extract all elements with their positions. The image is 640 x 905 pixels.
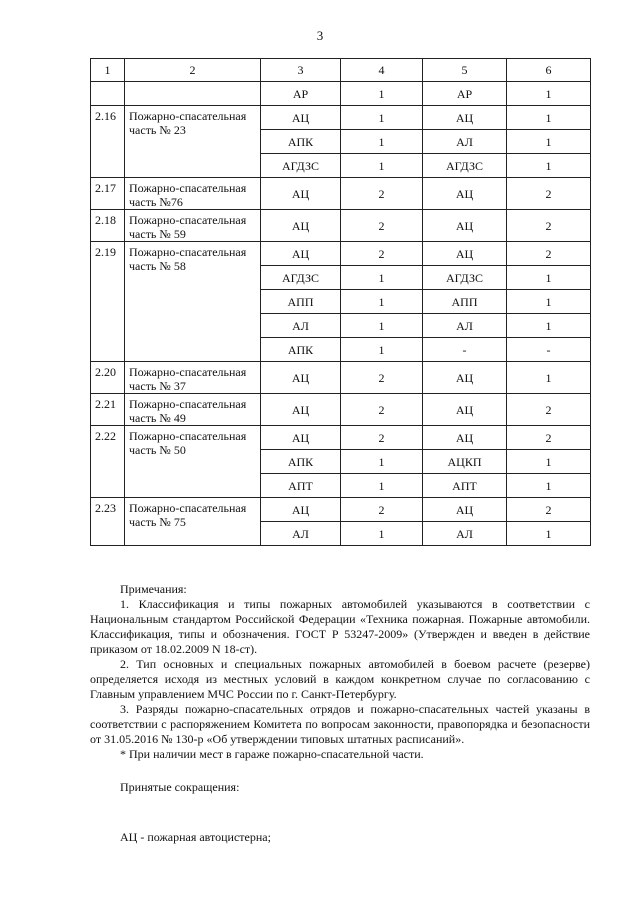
- cell-c6: 1: [507, 130, 591, 154]
- notes-section: [90, 582, 590, 762]
- note-item: * При наличии мест в гараже пожарно-спасательной части.: [120, 747, 424, 761]
- cell-c3: АЦ: [261, 106, 341, 130]
- table-row: [91, 498, 591, 522]
- cell-c6: 1: [507, 362, 591, 394]
- cell-c3: АЦ: [261, 210, 341, 242]
- cell-c6: 1: [507, 154, 591, 178]
- note-item: 2. Тип основных и специальных пожарных автомобилей в боевом расчете (резерве) определяется исходя из местных условий в каждом конкретном случае по согласованию с Главным управлением МЧС России по г. Санкт-Петербургу.: [90, 657, 590, 701]
- unit-number: 2.17: [91, 178, 125, 210]
- cell-c3: АЦ: [261, 426, 341, 450]
- cell-c4: 1: [341, 474, 423, 498]
- abbreviation-item: АЦ - пожарная автоцистерна;: [120, 830, 271, 844]
- cell-c4: 1: [341, 450, 423, 474]
- table-row: [91, 242, 591, 266]
- table-row: [91, 362, 591, 394]
- cell-c5: -: [423, 338, 507, 362]
- cell-c5: АЦ: [423, 394, 507, 426]
- cell: АР: [423, 82, 507, 106]
- cell-c3: АГДЗС: [261, 266, 341, 290]
- cell-c4: 2: [341, 178, 423, 210]
- cell-c4: 1: [341, 314, 423, 338]
- unit-number: 2.23: [91, 498, 125, 546]
- cell-c6: -: [507, 338, 591, 362]
- fire-equipment-table: [90, 58, 591, 546]
- cell-c6: 1: [507, 474, 591, 498]
- page-number: 3: [316, 28, 324, 43]
- cell-c4: 2: [341, 242, 423, 266]
- cell-c3: АПК: [261, 338, 341, 362]
- cell-c4: 2: [341, 426, 423, 450]
- unit-number: 2.21: [91, 394, 125, 426]
- unit-number: 2.22: [91, 426, 125, 498]
- cell-c3: АПТ: [261, 474, 341, 498]
- cell-c6: 1: [507, 106, 591, 130]
- cell-c4: 1: [341, 290, 423, 314]
- header-cell: 2: [125, 59, 261, 82]
- note-item: 1. Классификация и типы пожарных автомобилей указываются в соответствии с Национальным стандартом Российской Федерации «Техника пожарная. Пожарные автомобили. Классификация, типы и обозначения. ГОСТ Р 53247-2009» (Утвержден и введен в действие приказом от 18.02.2009 N 18-ст).: [90, 597, 590, 656]
- name-cell: [125, 82, 261, 106]
- table-header-row: [91, 59, 591, 82]
- cell-c5: АГДЗС: [423, 154, 507, 178]
- cell-c5: АЛ: [423, 314, 507, 338]
- table-row: [91, 426, 591, 450]
- cell-c3: АПК: [261, 130, 341, 154]
- cell: 1: [341, 82, 423, 106]
- unit-name: Пожарно-спасательная часть № 58: [125, 242, 261, 362]
- header-cell: 1: [91, 59, 125, 82]
- cell: 1: [507, 82, 591, 106]
- cell-c4: 2: [341, 210, 423, 242]
- cell-c6: 2: [507, 426, 591, 450]
- cell-c6: 1: [507, 266, 591, 290]
- cell-c5: АЦ: [423, 426, 507, 450]
- cell: АР: [261, 82, 341, 106]
- cell-c5: АЦ: [423, 498, 507, 522]
- cell-c3: АЦ: [261, 242, 341, 266]
- cell-c6: 2: [507, 498, 591, 522]
- cell-c6: 1: [507, 290, 591, 314]
- cell-c6: 2: [507, 210, 591, 242]
- unit-name: Пожарно-спасательная часть № 23: [125, 106, 261, 178]
- cell-c3: АПК: [261, 450, 341, 474]
- cell-c5: АГДЗС: [423, 266, 507, 290]
- table-row: [91, 178, 591, 210]
- cell-c6: 2: [507, 242, 591, 266]
- unit-name: Пожарно-спасательная часть № 37: [125, 362, 261, 394]
- header-cell: 6: [507, 59, 591, 82]
- cell-c3: АЦ: [261, 178, 341, 210]
- cell-c5: АЦ: [423, 106, 507, 130]
- unit-name: Пожарно-спасательная часть № 59: [125, 210, 261, 242]
- abbreviations-title: Принятые сокращения:: [120, 780, 240, 794]
- table-row: [91, 394, 591, 426]
- cell-c3: АЦ: [261, 362, 341, 394]
- cell-c3: АЛ: [261, 314, 341, 338]
- cell-c3: АПП: [261, 290, 341, 314]
- cell-c4: 1: [341, 522, 423, 546]
- num-cell: [91, 82, 125, 106]
- cell-c5: АЛ: [423, 522, 507, 546]
- cell-c6: 2: [507, 178, 591, 210]
- cell-c4: 2: [341, 362, 423, 394]
- cell-c3: АГДЗС: [261, 154, 341, 178]
- cell-c4: 2: [341, 394, 423, 426]
- cell-c4: 1: [341, 266, 423, 290]
- cell-c4: 1: [341, 338, 423, 362]
- cell-c4: 1: [341, 106, 423, 130]
- header-cell: 4: [341, 59, 423, 82]
- cell-c5: АЛ: [423, 130, 507, 154]
- unit-name: Пожарно-спасательная часть №76: [125, 178, 261, 210]
- cell-c5: АЦ: [423, 242, 507, 266]
- header-cell: 3: [261, 59, 341, 82]
- cell-c5: АЦ: [423, 210, 507, 242]
- cell-c5: АЦКП: [423, 450, 507, 474]
- unit-name: Пожарно-спасательная часть № 75: [125, 498, 261, 546]
- table-row: [91, 210, 591, 242]
- cell-c3: АЛ: [261, 522, 341, 546]
- cell-c6: 1: [507, 450, 591, 474]
- cell-c6: 2: [507, 394, 591, 426]
- cell-c4: 1: [341, 154, 423, 178]
- cell-c6: 1: [507, 522, 591, 546]
- cell-c5: АЦ: [423, 178, 507, 210]
- cell-c4: 2: [341, 498, 423, 522]
- notes-title: Примечания:: [120, 582, 187, 596]
- unit-name: Пожарно-спасательная часть № 50: [125, 426, 261, 498]
- cell-c5: АЦ: [423, 362, 507, 394]
- note-item: 3. Разряды пожарно-спасательных отрядов и пожарно-спасательных частей указаны в соответствии с распоряжением Комитета по вопросам законности, правопорядка и безопасности от 31.05.2016 № 130-р «Об утверждении типовых штатных расписаний».: [90, 702, 590, 746]
- cell-c5: АПП: [423, 290, 507, 314]
- table-row: [91, 82, 591, 106]
- header-cell: 5: [423, 59, 507, 82]
- unit-number: 2.16: [91, 106, 125, 178]
- unit-number: 2.19: [91, 242, 125, 362]
- unit-number: 2.18: [91, 210, 125, 242]
- cell-c6: 1: [507, 314, 591, 338]
- cell-c3: АЦ: [261, 394, 341, 426]
- cell-c4: 1: [341, 130, 423, 154]
- unit-number: 2.20: [91, 362, 125, 394]
- cell-c5: АПТ: [423, 474, 507, 498]
- cell-c3: АЦ: [261, 498, 341, 522]
- table-row: [91, 106, 591, 130]
- unit-name: Пожарно-спасательная часть № 49: [125, 394, 261, 426]
